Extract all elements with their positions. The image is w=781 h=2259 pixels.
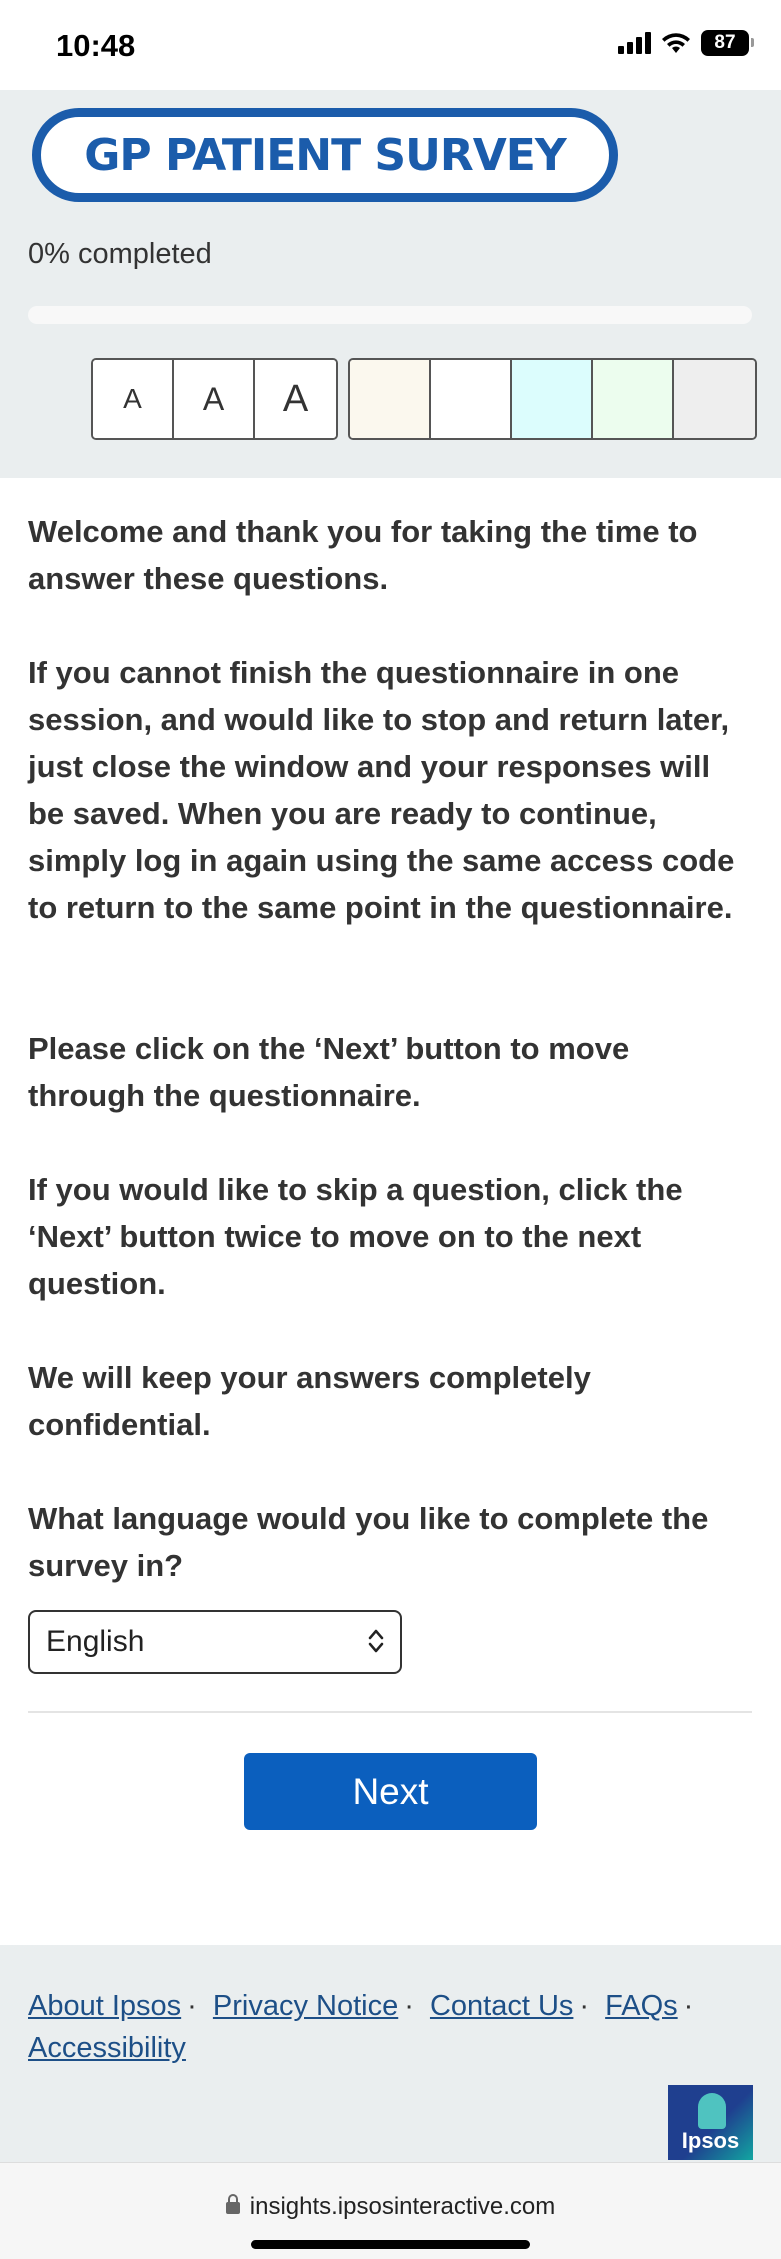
- language-select[interactable]: [28, 1610, 402, 1674]
- survey-header: [0, 90, 781, 478]
- colour-scheme-group: [348, 358, 757, 440]
- font-size-small-button[interactable]: A: [93, 360, 174, 438]
- accessibility-link[interactable]: Accessibility: [28, 2032, 186, 2064]
- battery-icon: 87: [701, 30, 749, 56]
- divider: [28, 1711, 752, 1713]
- progress-label: 0% completed: [28, 238, 212, 270]
- separator: ·: [579, 1990, 590, 2022]
- footer-links: [28, 1985, 768, 2069]
- colour-white-button[interactable]: [431, 360, 512, 438]
- logo-text: GP PATIENT SURVEY: [84, 129, 566, 181]
- colour-green-button[interactable]: [593, 360, 674, 438]
- privacy-notice-link[interactable]: Privacy Notice: [212, 1990, 399, 2022]
- accessibility-controls: [91, 358, 757, 440]
- about-ipsos-link[interactable]: About Ipsos: [28, 1990, 182, 2022]
- colour-cyan-button[interactable]: [512, 360, 593, 438]
- faqs-link[interactable]: FAQs: [605, 1990, 678, 2022]
- font-size-group: [91, 358, 338, 440]
- font-size-large-button[interactable]: A: [255, 360, 336, 438]
- skip-instruction-text: If you would like to skip a question, click the ‘Next’ button twice to move on to the next question.: [28, 1172, 683, 1301]
- confidential-text: We will keep your answers completely confidential.: [28, 1360, 591, 1442]
- separator: ·: [187, 1990, 197, 2022]
- home-indicator[interactable]: [251, 2240, 530, 2249]
- contact-us-link[interactable]: Contact Us: [429, 1990, 574, 2022]
- url-text: insights.ipsosinteractive.com: [249, 2193, 556, 2220]
- separator: ·: [404, 1990, 414, 2022]
- gp-patient-survey-logo: [32, 108, 618, 202]
- status-icons: [618, 30, 749, 56]
- progress-bar: [28, 306, 752, 324]
- language-question: What language would you like to complete the survey in?: [28, 1501, 709, 1583]
- save-progress-text: If you cannot finish the questionnaire in one session, and would like to stop and return later, just close the window and your responses will be saved. When you are ready to continue, simply log in again using the same access code to return to the same point in the questionnaire.: [28, 655, 735, 925]
- browser-url-bar[interactable]: [0, 2162, 781, 2259]
- font-size-medium-button[interactable]: A: [174, 360, 255, 438]
- ipsos-head-icon: [698, 2093, 726, 2129]
- status-bar: [0, 0, 781, 90]
- url-display: [0, 2193, 781, 2221]
- colour-grey-button[interactable]: [674, 360, 755, 438]
- language-select-value: English: [46, 1625, 145, 1658]
- ipsos-logo-text: Ipsos: [681, 2128, 740, 2153]
- colour-cream-button[interactable]: [350, 360, 431, 438]
- lock-icon: [226, 2202, 240, 2214]
- separator: ·: [683, 1990, 694, 2022]
- next-button[interactable]: Next: [244, 1753, 537, 1830]
- status-time: 10:48: [56, 28, 136, 63]
- chevron-up-down-icon: [366, 1626, 386, 1656]
- footer: [0, 1945, 781, 2162]
- wifi-icon: [661, 32, 691, 54]
- cellular-signal-icon: [618, 32, 651, 54]
- welcome-text: Welcome and thank you for taking the time to answer these questions.: [28, 514, 698, 596]
- ipsos-logo: [668, 2085, 753, 2160]
- next-instruction-text: Please click on the ‘Next’ button to move through the questionnaire.: [28, 1031, 630, 1113]
